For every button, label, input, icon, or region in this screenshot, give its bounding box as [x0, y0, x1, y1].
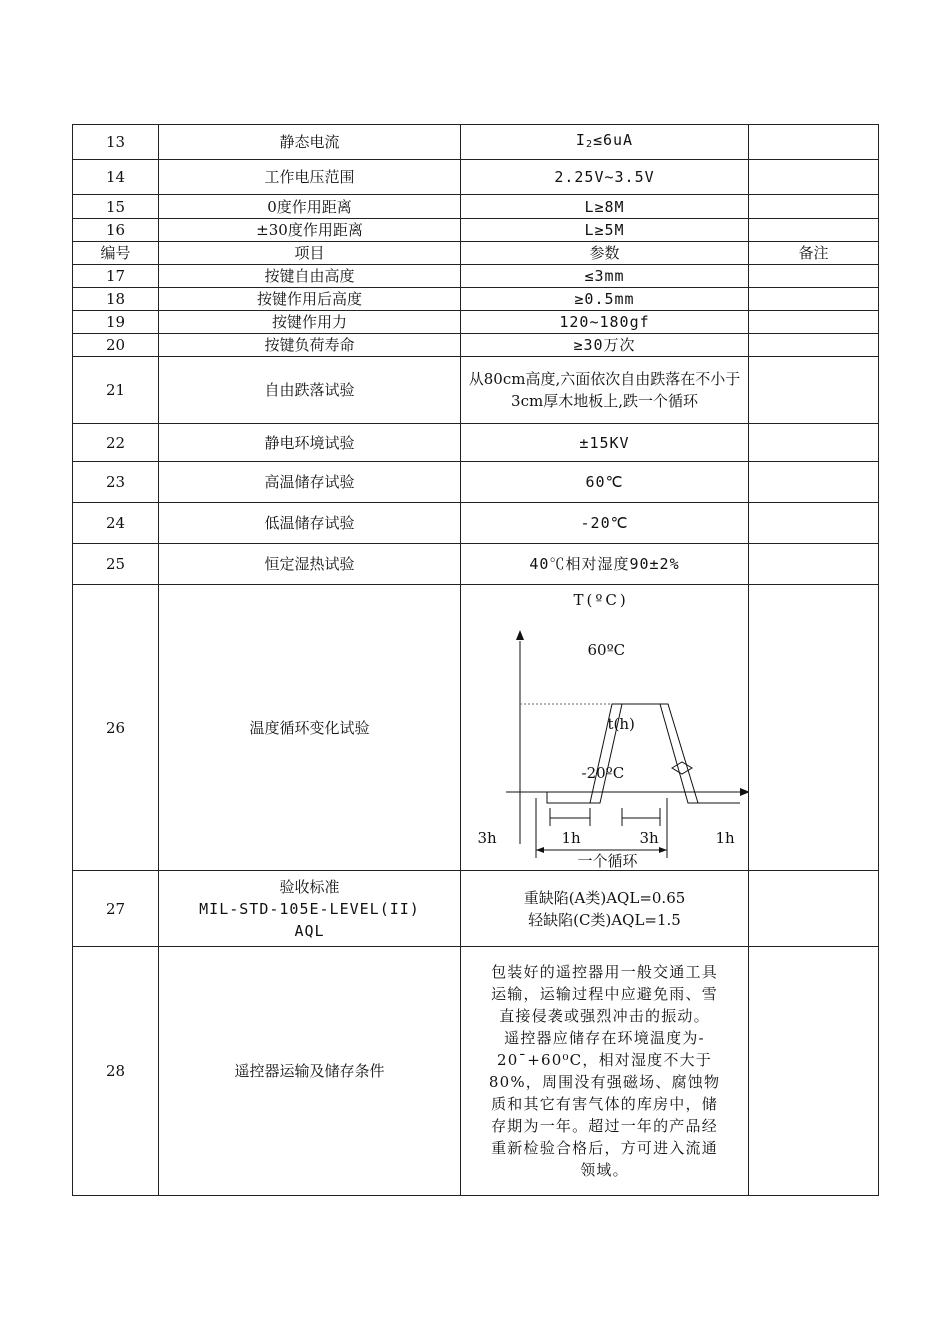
- remark-cell: [749, 125, 879, 160]
- row-number: 14: [73, 160, 159, 195]
- remark-cell: [749, 288, 879, 311]
- item-name: 工作电压范围: [159, 160, 461, 195]
- item-name: 0度作用距离: [159, 195, 461, 219]
- param-value: L≥5M: [461, 219, 749, 242]
- remark-cell: [749, 219, 879, 242]
- item-name: 按键作用后高度: [159, 288, 461, 311]
- row-number: 16: [73, 219, 159, 242]
- item-line: AQL: [294, 921, 325, 940]
- row-number: 25: [73, 544, 159, 585]
- table-row: [73, 265, 879, 288]
- low-temperature-label: -20ºC: [581, 763, 625, 782]
- row-number: 19: [73, 311, 159, 334]
- dim-arrow: [659, 847, 667, 853]
- table-row: [73, 947, 879, 1196]
- time-axis-arrow: [740, 788, 748, 796]
- param-value: -20℃: [461, 503, 749, 544]
- remark-cell: [749, 357, 879, 424]
- table-row: [73, 288, 879, 311]
- table-row: [73, 357, 879, 424]
- param-value: ≥0.5mm: [461, 288, 749, 311]
- param-suffix: ≤6uA: [592, 130, 634, 149]
- row-number: 15: [73, 195, 159, 219]
- temperature-axis-arrow: [516, 630, 524, 640]
- item-line: 验收标准: [279, 877, 340, 896]
- param-line: 运输，运输过程中应避免雨、雪: [491, 985, 718, 1003]
- table-row: [73, 585, 879, 871]
- item-name: 按键负荷寿命: [159, 334, 461, 357]
- param-value: [461, 871, 749, 947]
- item-name: [159, 871, 461, 947]
- duration-label: 3h: [639, 828, 659, 847]
- table-row: [73, 160, 879, 195]
- table-row: [73, 195, 879, 219]
- row-number: 18: [73, 288, 159, 311]
- row-number: 21: [73, 357, 159, 424]
- item-name: 温度循环变化试验: [159, 585, 461, 871]
- param-value: [461, 125, 749, 160]
- header-remark: 备注: [749, 242, 879, 265]
- param-value: ≥30万次: [461, 334, 749, 357]
- row-number: 28: [73, 947, 159, 1196]
- remark-cell: [749, 947, 879, 1196]
- row-number: 24: [73, 503, 159, 544]
- row-number: 13: [73, 125, 159, 160]
- param-line: 20¯+60⁰C，相对湿度不大于: [497, 1051, 712, 1069]
- time-axis-label: t(h): [607, 714, 635, 733]
- duration-label: 1h: [715, 828, 735, 847]
- remark-cell: [749, 160, 879, 195]
- remark-cell: [749, 462, 879, 503]
- param-value: 120~180gf: [461, 311, 749, 334]
- table-row: [73, 311, 879, 334]
- table-row: [73, 334, 879, 357]
- remark-cell: [749, 265, 879, 288]
- table-header-row: [73, 242, 879, 265]
- param-value: L≥8M: [461, 195, 749, 219]
- row-number: 17: [73, 265, 159, 288]
- item-name: 自由跌落试验: [159, 357, 461, 424]
- remark-cell: [749, 503, 879, 544]
- table-row: [73, 125, 879, 160]
- param-line: 重新检验合格后，方可进入流通: [491, 1139, 718, 1157]
- param-value: ≤3mm: [461, 265, 749, 288]
- table-row: [73, 544, 879, 585]
- cycle-label: 一个循环: [577, 851, 638, 870]
- temperature-axis-label: T(ºC): [573, 590, 629, 609]
- item-name: 低温储存试验: [159, 503, 461, 544]
- remark-cell: [749, 424, 879, 462]
- header-number: 编号: [73, 242, 159, 265]
- param-line: 质和其它有害气体的库房中，储: [491, 1095, 718, 1113]
- param-prefix: I: [575, 130, 586, 149]
- table-row: [73, 871, 879, 947]
- spec-table: [72, 124, 879, 1196]
- row-number: 26: [73, 585, 159, 871]
- param-value: ±15KV: [461, 424, 749, 462]
- item-line: MIL-STD-105E-LEVEL(II): [199, 899, 420, 918]
- param-line: 重缺陷(A类)AQL=0.65: [523, 888, 686, 907]
- param-line: 存期为一年。超过一年的产品经: [491, 1117, 718, 1135]
- table-row: [73, 503, 879, 544]
- item-name: 遥控器运输及储存条件: [159, 947, 461, 1196]
- item-name: 静态电流: [159, 125, 461, 160]
- param-line: 领域。: [580, 1161, 629, 1179]
- remark-cell: [749, 334, 879, 357]
- cycle-profile-inner: [590, 704, 698, 803]
- param-line: 直接侵袭或强烈冲击的振动。: [499, 1007, 710, 1025]
- temperature-cycle-diagram: [462, 586, 748, 870]
- param-line: 包装好的遥控器用一般交通工具: [491, 963, 718, 981]
- param-value: 60℃: [461, 462, 749, 503]
- param-value: 40℃相对湿度90±2%: [461, 544, 749, 585]
- table-row: [73, 219, 879, 242]
- row-number: 27: [73, 871, 159, 947]
- remark-cell: [749, 585, 879, 871]
- item-name: 按键作用力: [159, 311, 461, 334]
- remark-cell: [749, 195, 879, 219]
- param-value: [461, 947, 749, 1196]
- duration-label: 1h: [561, 828, 581, 847]
- remark-cell: [749, 544, 879, 585]
- param-line: 80%，周围没有强磁场、腐蚀物: [488, 1073, 721, 1091]
- item-name: 恒定湿热试验: [159, 544, 461, 585]
- item-name: 高温储存试验: [159, 462, 461, 503]
- param-value: 从80cm高度,六面依次自由跌落在不小于3cm厚木地板上,跌一个循环: [461, 357, 749, 424]
- param-subscript: 2: [585, 138, 593, 150]
- remark-cell: [749, 311, 879, 334]
- dim-arrow: [536, 847, 544, 853]
- item-name: ±30度作用距离: [159, 219, 461, 242]
- header-item: 项目: [159, 242, 461, 265]
- high-temperature-label: 60ºC: [587, 640, 626, 659]
- duration-label: 3h: [477, 828, 497, 847]
- cycle-graph: [462, 586, 748, 870]
- temperature-cycle-diagram-cell: [461, 585, 749, 871]
- header-param: 参数: [461, 242, 749, 265]
- row-number: 23: [73, 462, 159, 503]
- item-name: 按键自由高度: [159, 265, 461, 288]
- row-number: 22: [73, 424, 159, 462]
- row-number: 20: [73, 334, 159, 357]
- table-row: [73, 424, 879, 462]
- remark-cell: [749, 871, 879, 947]
- param-line: 轻缺陷(C类)AQL=1.5: [528, 910, 681, 929]
- param-line: 遥控器应储存在环境温度为-: [504, 1029, 705, 1047]
- param-value: 2.25V~3.5V: [461, 160, 749, 195]
- table-row: [73, 462, 879, 503]
- item-name: 静电环境试验: [159, 424, 461, 462]
